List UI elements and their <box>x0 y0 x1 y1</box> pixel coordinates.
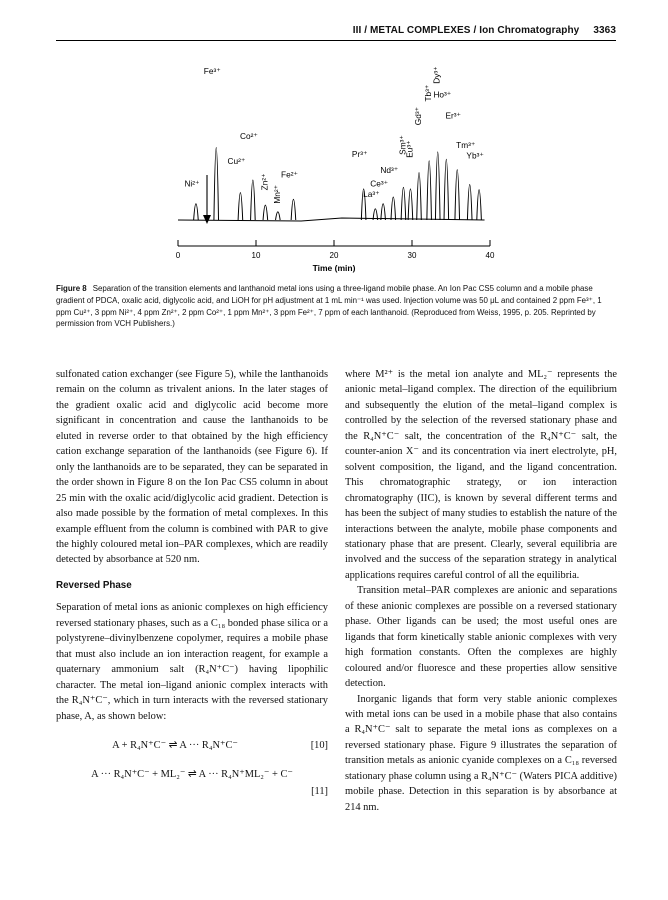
left-column <box>56 367 328 807</box>
right-paragraph-1: where M²⁺ is the metal ion analyte and ML₂⁻ represents the anionic metal–ligand complex. The direction of the equilibrium and subsequently the elution of the metal–ligand complex is controlled by the selection of the reversed stationary phase and the R₄N⁺C⁻ salt, the concentration of the R₄N⁺C⁻ salt, the counter-anion X⁻ and its concentration via inert electrolyte, pH, solvent composition, the ligand, and the ligand concentration. This chromatographic strategy, or ion interaction chromatography (IIC), is known by several different terms and has been the subject of many studies to establish the nature of the interactions between the analyte, mobile phase components and stationary phase that are present. Clearly, several equilibria are involved and the success of the separation strategy in analytical applications requires careful control of all the equilibria. <box>345 369 617 581</box>
page-number: 3363 <box>593 25 616 36</box>
peak-1 <box>214 147 219 220</box>
right-column <box>345 367 617 815</box>
peak-6 <box>291 199 296 220</box>
peak-label: Pr³⁺ <box>351 148 368 159</box>
figure-caption <box>56 283 616 330</box>
left-paragraph-1: sulfonated cation exchanger (see Figure 5), while the lanthanoids remain on the column as trivalent anions. In the later stages of the gradient oxalic acid and diglycolic acid become more significant in concentration and cause the lanthanoids to be eluted in reverse order to that obtained by the high efficiency cation exchange separation of the lanthanoids (see Figure 6). If only the lanthanoids are to be separated, they can be separated in the order shown in Figure 8 on the Ion Pac CS5 column in about 25 min with the oxalic acid/diglycolic acid gradient. Detection is also made possible by the formation of metal complexes. In this example effluent from the column is combined with PAR to give the highly coloured metal ion–PAR complexes, which are readily detected by absorbance at 520 nm. <box>56 369 328 566</box>
x-tick-label: 30 <box>407 251 417 260</box>
peak-label: Yb³⁺ <box>466 150 484 161</box>
left-paragraph-2: Separation of metal ions as anionic complexes on high efficiency reversed stationary phases, such as a C₁₈ bonded phase silica or a polystyrene–divinylbenzene copolymer, requires a mobile phase that must also include an ion interaction reagent, for example a quaternary ammonium salt (R₄N⁺C⁻) having lipophilic character. The metal ion–ligand anionic complex interacts with the R₄N⁺C⁻, which in turn interacts with the reversed stationary phase, A, as shown below: <box>56 602 328 722</box>
equation-11-number: [11] <box>311 785 328 797</box>
peak-label: Ni²⁺ <box>184 178 200 189</box>
peak-5 <box>276 212 281 220</box>
peak-label: Co²⁺ <box>240 131 258 142</box>
peak-15 <box>435 152 440 220</box>
peak-16 <box>444 159 449 220</box>
peak-19 <box>477 190 482 220</box>
peak-label: Tb³⁺ <box>423 84 434 102</box>
chromatogram-chart <box>56 44 616 274</box>
right-paragraph-2: Transition metal–PAR complexes are anionic and separations of these anionic complexes are possible on a reversed stationary phase. Other ligands can be used; the most useful ones are ligands that form kinetically stable anionic complexes with very high formation constants. Often the complexes are highly coloured and/or fluoresce and these properties allow sensitive detection. <box>345 585 617 690</box>
x-axis-ticks <box>176 240 495 260</box>
peak-label: Gd³⁺ <box>413 107 424 126</box>
running-header <box>353 25 616 36</box>
peak-label: Tm³⁺ <box>456 139 476 150</box>
peak-label: Ho³⁺ <box>433 89 452 100</box>
chromatogram-trace <box>178 147 485 221</box>
peak-4 <box>263 205 268 220</box>
section-heading-reversed-phase: Reversed Phase <box>56 579 132 591</box>
peak-label: Ce³⁺ <box>370 178 389 189</box>
running-title: III / METAL COMPLEXES / Ion Chromatography <box>352 25 580 36</box>
peak-label: Sm³⁺ <box>397 135 408 155</box>
peak-3 <box>251 180 256 220</box>
injection-arrowhead <box>203 215 211 224</box>
equation-10-number: [10] <box>310 739 328 751</box>
header-rule <box>56 40 616 41</box>
baseline <box>178 218 485 221</box>
peak-12 <box>408 189 413 220</box>
peak-label: Nd³⁺ <box>380 165 399 176</box>
peak-17 <box>455 170 460 220</box>
peak-labels <box>184 66 483 204</box>
peak-label: Eu³⁺ <box>404 140 415 158</box>
peak-13 <box>417 173 422 220</box>
right-paragraph-3: Inorganic ligands that form very stable anionic complexes with metal ions can be used in a mobile phase that also contains a R₄N⁺C⁻ salt to separate the metal ions as complexes on a reversed stationary phase. Figure 9 illustrates the separation of transition metals as anionic cyanide complexes on a C₁₈ reversed stationary phase column using a R₄N⁺C⁻ (Waters PICA additive) mobile phase. Detection in this separation is by absorbance at 214 nm. <box>345 693 617 813</box>
peak-18 <box>467 184 472 220</box>
x-tick-label: 40 <box>485 251 495 260</box>
x-axis-label: Time (min) <box>312 263 356 273</box>
x-tick-label: 20 <box>329 251 339 260</box>
x-tick-label: 0 <box>175 251 181 260</box>
peak-14 <box>427 161 432 220</box>
peak-label: Dy³⁺ <box>431 66 442 84</box>
peak-2 <box>238 193 243 220</box>
peak-label: Fe³⁺ <box>203 65 221 76</box>
x-tick-label: 10 <box>251 251 261 260</box>
peak-10 <box>391 197 396 220</box>
equation-11 <box>56 767 328 801</box>
caption-label: Figure 8 <box>56 284 87 293</box>
peak-label: Fe²⁺ <box>281 169 298 180</box>
equation-11-body: A ··· R₄N⁺C⁻ + ML₂⁻ ⇌ A ··· R₄N⁺ML₂⁻ + C⁻ <box>91 768 293 780</box>
equation-10 <box>56 738 328 755</box>
peak-label: Cu²⁺ <box>227 156 246 167</box>
peak-label: Er³⁺ <box>445 110 461 121</box>
peak-label: Zn²⁺ <box>259 173 270 191</box>
peak-0 <box>194 204 199 220</box>
peak-11 <box>401 187 406 220</box>
peak-9 <box>381 204 386 220</box>
peak-label: Mn²⁺ <box>271 185 282 204</box>
peak-label: La³⁺ <box>363 188 380 199</box>
equation-10-body: A + R₄N⁺C⁻ ⇌ A ··· R₄N⁺C⁻ <box>112 739 238 751</box>
caption-text: Separation of the transition elements and lanthanoid metal ions using a three-ligand mobile phase. An Ion Pac CS5 column and a mobile phase gradient of PDCA, oxalic acid, diglycolic acid, and LiOH for pH adjustment at 1 mL min⁻¹ was used. Injection volume was 50 μL and contained 2 ppm Fe³⁺, 1 ppm Cu²⁺, 3 ppm Ni²⁺, 4 ppm Zn²⁺, 2 ppm Co²⁺, 1 ppm Mn²⁺, 3 ppm Fe²⁺, 7 ppm of each lanthanoid. (Reproduced from Weiss, 1995, p. 205. Reprinted by permission from VCH Publishers.) <box>56 284 602 329</box>
